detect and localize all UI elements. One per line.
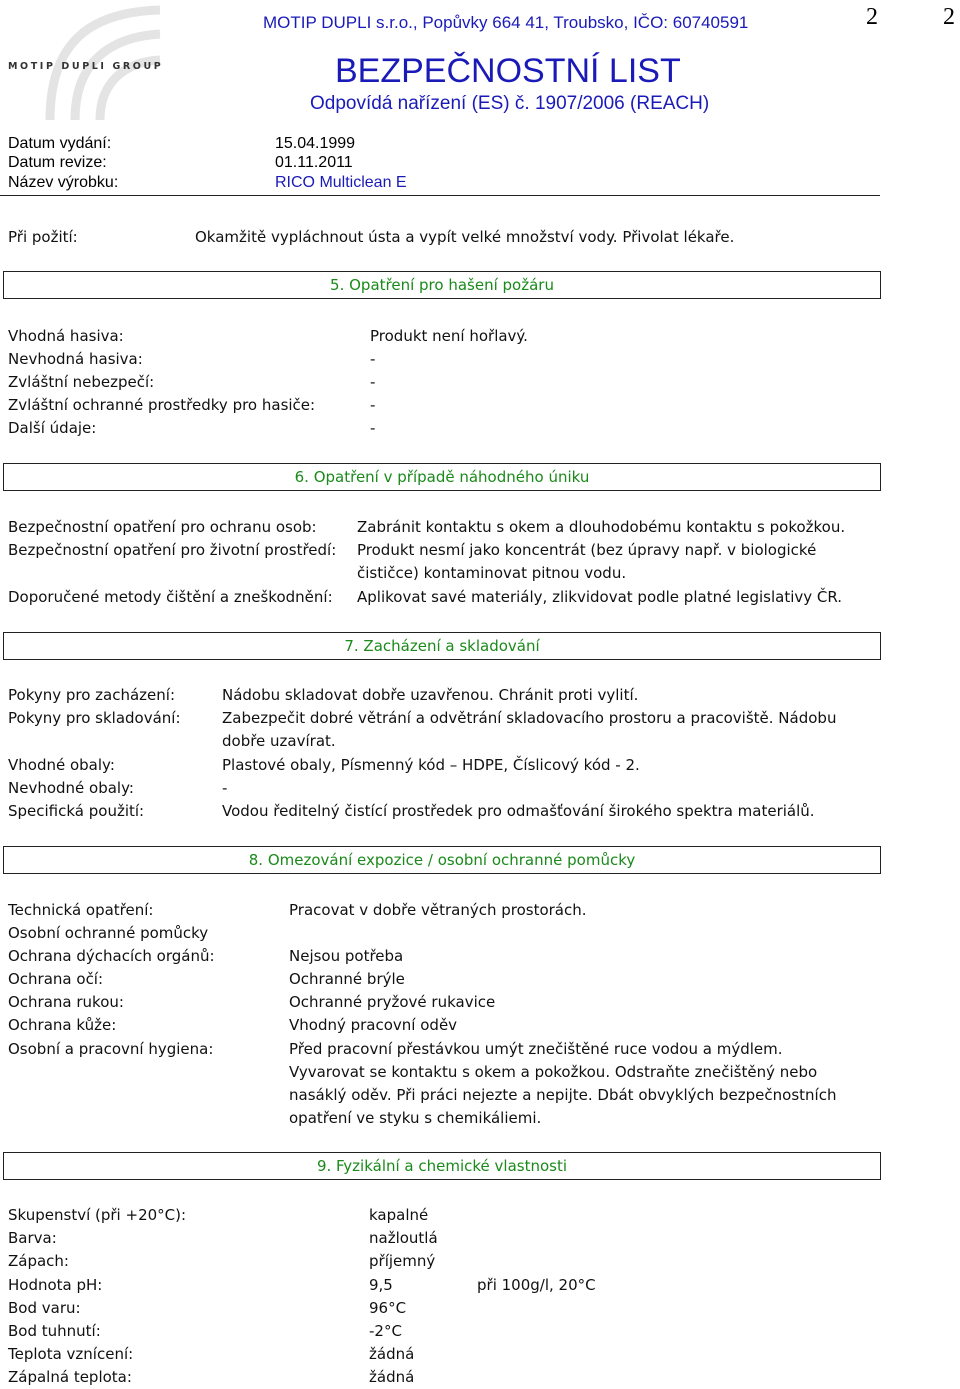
s8-value: Ochranné pryžové rukavice [289,993,496,1011]
section-5-title: 5. Opatření pro hašení požáru [330,276,554,294]
s9-value: žádná [369,1345,415,1363]
s9-value: žádná [369,1368,415,1386]
s9-label: Bod tuhnutí: [8,1322,101,1340]
s5-value: Produkt není hořlavý. [370,327,528,345]
s6-value: Zabránit kontaktu s okem a dlouhodobému kontaktu s pokožkou. [357,518,846,536]
s5-value: - [370,396,376,414]
s5-label: Další údaje: [8,419,97,437]
s6-value: Produkt nesmí jako koncentrát (bez úpravy např. v biologické [357,541,817,559]
ingestion-value: Okamžitě vypláchnout ústa a vypít velké množství vody. Přivolat lékaře. [195,228,735,246]
s5-value: - [370,373,376,391]
section-6-title: 6. Opatření v případě náhodného úniku [294,468,590,486]
s8-value-cont: opatření ve styku s chemikáliemi. [289,1109,542,1127]
s8-label: Osobní a pracovní hygiena: [8,1040,214,1058]
s9-value: 9,5 [369,1276,393,1294]
s9-note: při 100g/l, 20°C [477,1276,596,1294]
s5-value: - [370,350,376,368]
s8-label: Osobní ochranné pomůcky [8,924,209,942]
s9-value: nažloutlá [369,1229,438,1247]
ingestion-label: Při požití: [8,228,78,246]
issue-date-label: Datum vydání: [8,135,112,152]
section-7-header [3,632,881,660]
s7-value: Vodou ředitelný čistící prostředek pro odmašťování širokého spektra materiálů. [222,802,815,820]
s8-value: Před pracovní přestávkou umýt znečištěné ruce vodou a mýdlem. [289,1040,783,1058]
s9-value: 96°C [369,1299,407,1317]
s9-value: příjemný [369,1252,436,1270]
page-number: 2 [866,4,878,30]
section-5-header [3,271,881,299]
s5-label: Vhodná hasiva: [8,327,124,345]
company-logo: MOTIP DUPLI GROUP [8,61,164,72]
s7-value: - [222,779,228,797]
section-7-title: 7. Zacházení a skladování [344,637,540,655]
s6-label: Doporučené metody čištění a zneškodnění: [8,588,333,606]
s5-label: Nevhodná hasiva: [8,350,143,368]
section-6-header [3,463,881,491]
s7-label: Nevhodné obaly: [8,779,134,797]
s6-label: Bezpečnostní opatření pro ochranu osob: [8,518,317,536]
s6-value-cont: čističce) kontaminovat pitnou vodu. [357,564,627,582]
section-8-header [3,846,881,874]
s9-label: Bod varu: [8,1299,81,1317]
s7-value: Plastové obaly, Písmenný kód – HDPE, Číslicový kód - 2. [222,756,640,774]
s6-value: Aplikovat savé materiály, zlikvidovat podle platné legislativy ČR. [357,588,843,606]
s8-label: Ochrana rukou: [8,993,124,1011]
section-9-title: 9. Fyzikální a chemické vlastnosti [316,1157,568,1175]
issue-date-value: 15.04.1999 [275,135,356,152]
s5-label: Zvláštní nebezpečí: [8,373,155,391]
document-subtitle: Odpovídá nařízení (ES) č. 1907/2006 (REACH) [310,93,710,114]
s9-label: Skupenství (při +20°C): [8,1206,187,1224]
s9-label: Zápalná teplota: [8,1368,132,1386]
s8-value: Pracovat v dobře větraných prostorách. [289,901,587,919]
product-name-value: RICO Multiclean E [275,174,407,191]
revision-date-value: 01.11.2011 [275,154,353,171]
s8-label: Technická opatření: [8,901,154,919]
s8-value: Nejsou potřeba [289,947,404,965]
s9-value: kapalné [369,1206,429,1224]
s5-value: - [370,419,376,437]
s7-label: Pokyny pro zacházení: [8,686,176,704]
section-9-header [3,1152,881,1180]
header-divider [0,195,880,196]
s8-label: Ochrana dýchacích orgánů: [8,947,215,965]
s7-value: Nádobu skladovat dobře uzavřenou. Chránit proti vylití. [222,686,639,704]
s7-value: Zabezpečit dobré větrání a odvětrání skladovacího prostoru a pracoviště. Nádobu [222,709,837,727]
s7-label: Pokyny pro skladování: [8,709,181,727]
s5-label: Zvláštní ochranné prostředky pro hasiče: [8,396,316,414]
s6-label: Bezpečnostní opatření pro životní prostředí: [8,541,337,559]
s7-value-cont: dobře uzavírat. [222,732,336,750]
s7-label: Vhodné obaly: [8,756,115,774]
section-8-title: 8. Omezování expozice / osobní ochranné pomůcky [248,851,636,869]
s8-value: Ochranné brýle [289,970,405,988]
s7-label: Specifická použití: [8,802,145,820]
page-count: 2 [943,4,955,30]
revision-date-label: Datum revize: [8,154,107,171]
s8-value: Vhodný pracovní oděv [289,1016,458,1034]
s9-label: Barva: [8,1229,57,1247]
s8-label: Ochrana kůže: [8,1016,117,1034]
company-info: MOTIP DUPLI s.r.o., Popůvky 664 41, Troubsko, IČO: 60740591 [263,13,749,32]
s8-value-cont: Vyvarovat se kontaktu s okem a pokožkou. Odstraňte znečištěný nebo [289,1063,818,1081]
document-title: BEZPEČNOSTNÍ LIST [335,52,681,90]
s9-label: Hodnota pH: [8,1276,103,1294]
s9-label: Teplota vznícení: [8,1345,134,1363]
s9-value: -2°C [369,1322,402,1340]
s8-value-cont: nasáklý oděv. Při práci nejezte a nepijte. Dbát obvyklých bezpečnostních [289,1086,837,1104]
product-name-label: Název výrobku: [8,174,119,191]
s9-label: Zápach: [8,1252,69,1270]
s8-label: Ochrana očí: [8,970,104,988]
